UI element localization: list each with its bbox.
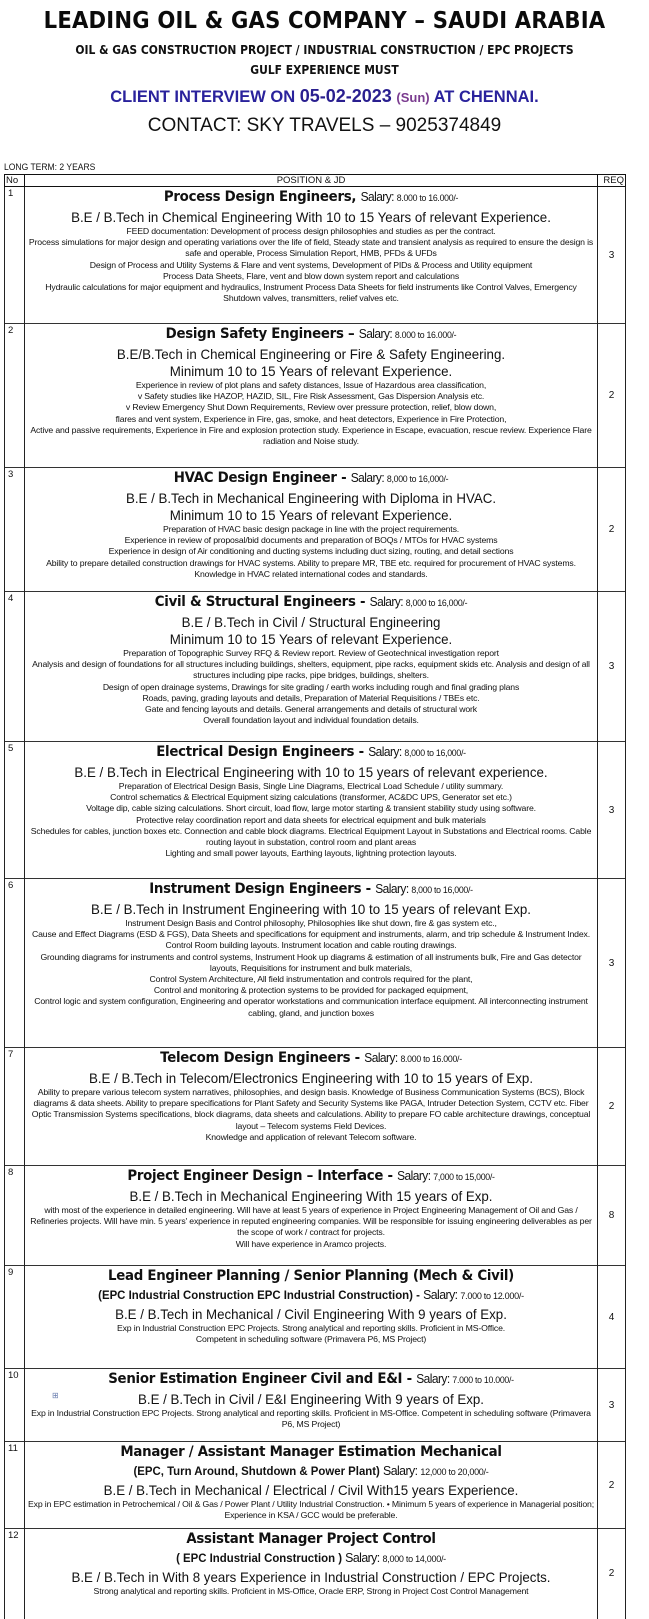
salary-amount: 7,000 to 15,000/-: [433, 1172, 495, 1183]
positions-table: [4, 174, 626, 1619]
interview-day: (Sun): [396, 90, 430, 105]
position-subtitle: (EPC, Turn Around, Shutdown & Power Plant): [133, 1464, 380, 1478]
salary-label: Salary:: [416, 1371, 450, 1386]
position-cell: [25, 879, 598, 1048]
job-description-line: Grounding diagrams for instruments and control systems, Instrument Hook up diagrams & estimation of all instruments bulk, Fire and Gas detector layouts, Requisitions for instrument and bulk materials,: [40, 951, 582, 973]
table-row: [5, 1048, 626, 1166]
position-title-line: [48, 742, 574, 764]
position-subtitle-line: [39, 1462, 582, 1482]
position-title-line: [48, 879, 574, 901]
required-count: 3: [598, 187, 626, 324]
job-description-line: Preparation of Topographic Survey RFQ & Review report. Review of Geotechnical investigation report: [123, 648, 499, 658]
position-title: Lead Engineer Planning / Senior Planning (Mech & Civil): [107, 1268, 515, 1284]
qualification: B.E/B.Tech in Chemical Engineering or Fire & Safety Engineering.: [116, 346, 506, 362]
salary-amount: 8.000 to 16.000/-: [394, 330, 457, 341]
table-row: [5, 1369, 626, 1442]
position-title: Manager / Assistant Manager Estimation Mechanical: [120, 1444, 502, 1460]
job-description-line: v Safety studies like HAZOP, HAZID, SIL, Fire Risk Assessment, Gas Dispersion Analysis etc.: [137, 391, 485, 402]
position-title: Process Design Engineers,: [163, 189, 357, 205]
job-description-line: Control schematics & Electrical Equipment sizing calculations (transformer, AC&DC UPS, Generator set etc.): [110, 792, 512, 803]
salary-label: Salary:: [423, 1287, 458, 1302]
position-cell: [25, 1442, 598, 1529]
row-number: 1: [5, 187, 25, 324]
job-description-line: Analysis and design of foundations for all structures including buildings, shelters, equipment, pipe racks, equipment skids etc. Analysis and design of all structures including pipe racks, pipe bridges, buildings, shelters.: [32, 659, 590, 681]
job-description-line: Hydraulic calculations for major equipment and hydraulics, Instrument Process Data Sheets for field instruments like Control Valves, Emergency Shutdown valves, transmitters, relief valves etc.: [45, 282, 577, 304]
salary: [351, 470, 449, 485]
qualification: B.E / B.Tech in Telecom/Electronics Engineering with 10 to 15 years of Exp.: [88, 1070, 534, 1086]
salary: [423, 1287, 524, 1302]
position-subtitle-line: [39, 1286, 582, 1306]
required-count: 3: [598, 1369, 626, 1442]
salary-amount: 8,000 to 16,000/-: [404, 748, 466, 759]
job-description-line: Gate and fencing layouts and details. General arrangements and details of structural work: [145, 704, 477, 715]
salary-amount: 8,000 to 16,000/-: [386, 474, 449, 485]
qualification: B.E / B.Tech in Instrument Engineering with 10 to 15 years of relevant Exp.: [91, 901, 531, 917]
job-description-line: Cause and Effect Diagrams (ESD & FGS), Data Sheets and specifications for equipment and instruments, alarm, and trip schedule & Instrument Index. Control Room building layouts. Instrument location and cable routing drawings.: [31, 929, 591, 951]
required-count: 2: [598, 468, 626, 592]
qualification: B.E / B.Tech in Electrical Engineering with 10 to 15 years of relevant experience.: [74, 764, 548, 780]
position-title-line: [48, 324, 574, 346]
salary-amount: 8.000 to 16.000/-: [396, 193, 459, 204]
salary: [383, 1463, 488, 1478]
salary-amount: 8,000 to 16,000/-: [411, 885, 473, 896]
row-number: 2: [5, 324, 25, 468]
table-row: [5, 324, 626, 468]
salary-label: Salary:: [369, 594, 404, 609]
qualification: Minimum 10 to 15 Years of relevant Experience.: [169, 363, 453, 379]
project-subtitle: OIL & GAS CONSTRUCTION PROJECT / INDUSTRIAL CONSTRUCTION / EPC PROJECTS: [75, 42, 574, 57]
row-number: 3: [5, 468, 25, 592]
job-description-line: Ability to prepare detailed construction drawings for HVAC systems. Ability to prepare MR, TBE etc. required for procurement of HVAC systems. Knowledge in HVAC related international codes and standards.: [46, 557, 576, 579]
position-cell: [25, 1048, 598, 1166]
requirement-line: GULF EXPERIENCE MUST: [250, 62, 399, 77]
position-cell: [25, 1529, 598, 1619]
job-description-line: flares and vent system, Experience in Fire, gas, smoke, and heat detectors, Experience in Fire Protection,: [115, 413, 507, 424]
job-description-line: Process Data Sheets, Flare, vent and blow down system report and calculations: [162, 270, 460, 281]
table-row: [5, 742, 626, 879]
job-description-line: Knowledge and application of relevant Telecom software.: [205, 1131, 417, 1142]
qualification: Minimum 10 to 15 Years of relevant Experience.: [169, 507, 453, 523]
job-description-line: with most of the experience in detailed engineering. Will have at least 5 years of experience in Project Engineering Management of Oil and Gas / Refineries projects. Will have min. 5 years' experience in reputed engineering companies. Will be responsible for issuing engineering deliverables as per the scope of work / contract for projects.: [30, 1205, 592, 1238]
salary-amount: 8,000 to 16,000/-: [405, 598, 468, 609]
required-count: 2: [598, 1048, 626, 1166]
position-cell: [25, 1266, 598, 1369]
salary-label: Salary:: [383, 1463, 418, 1478]
salary-amount: 8,000 to 14,000/-: [382, 1554, 446, 1565]
position-title: HVAC Design Engineer -: [173, 470, 347, 486]
interview-line: [0, 86, 649, 107]
contact-line: CONTACT: SKY TRAVELS – 9025374849: [147, 115, 502, 136]
job-description-line: Control System Architecture, All field instrumentation and controls required for the plant,: [149, 974, 473, 985]
position-title: Project Engineer Design – Interface -: [127, 1168, 393, 1184]
row-number: 12: [5, 1529, 25, 1619]
job-description-line: Exp in Industrial Construction EPC Projects. Strong analytical and reporting skills. Proficient in MS-Office.: [116, 1323, 506, 1333]
term-label: LONG TERM: 2 YEARS: [4, 162, 96, 173]
job-description-line: Design of open drainage systems, Drawings for site grading / earth works including rough and final grading plans: [102, 681, 520, 692]
salary-amount: 12,000 to 20,000/-: [420, 1467, 489, 1478]
job-description-line: Preparation of HVAC basic design package in line with the project requirements.: [162, 524, 460, 534]
job-description-line: Design of Process and Utility Systems & Flare and vent systems, Development of PIDs & Process and Utility equipment: [89, 259, 533, 270]
job-description-line: Active and passive requirements, Experience in Fire and explosion protection study. Experience in Escape, evacuation, rescue review. Experience Flare radiation and Noise study.: [30, 424, 592, 447]
job-description-line: Experience in design of Air conditioning and ducting systems including duct sizing, routing, and detail sections: [108, 546, 514, 557]
expand-box-icon[interactable]: ⊞: [52, 1391, 59, 1400]
required-count: 2: [598, 1442, 626, 1529]
position-title: Electrical Design Engineers -: [156, 744, 364, 760]
salary: [370, 594, 468, 609]
interview-prefix: CLIENT INTERVIEW ON: [110, 88, 296, 106]
salary-label: Salary:: [345, 1550, 380, 1565]
position-title: Senior Estimation Engineer Civil and E&I -: [108, 1371, 412, 1387]
row-number: 9: [5, 1266, 25, 1369]
salary: [368, 744, 466, 759]
row-number: 6: [5, 879, 25, 1048]
salary-label: Salary:: [350, 470, 385, 485]
job-description-line: Strong analytical and reporting skills. Proficient in MS-Office, Oracle ERP, Strong in Project Cost Control Management: [93, 1586, 529, 1596]
position-cell: [25, 468, 598, 592]
position-cell: [25, 742, 598, 879]
required-count: 8: [598, 1166, 626, 1266]
job-description-line: Instrument Design Basis and Control philosophy, Philosophies like shut down, fire & gas system etc.,: [125, 918, 497, 928]
table-row: [5, 468, 626, 592]
required-count: 3: [598, 592, 626, 742]
salary-label: Salary:: [375, 881, 409, 896]
position-subtitle-line: [39, 1549, 582, 1569]
salary-label: Salary:: [360, 189, 394, 204]
salary-label: Salary:: [397, 1168, 431, 1183]
required-count: 2: [598, 1529, 626, 1619]
interview-suffix: AT CHENNAI.: [433, 88, 539, 106]
salary-amount: 7.000 to 10.000/-: [452, 1375, 514, 1386]
position-subtitle: (EPC Industrial Construction EPC Industrial Construction) -: [98, 1288, 420, 1302]
position-cell: [25, 324, 598, 468]
column-header-no: No: [5, 175, 25, 187]
position-subtitle: ( EPC Industrial Construction ): [176, 1551, 343, 1565]
job-description-line: Experience in review of plot plans and safety distances, Issue of Hazardous area classification,: [135, 380, 487, 390]
required-count: 4: [598, 1266, 626, 1369]
qualification: B.E / B.Tech in Mechanical Engineering with Diploma in HVAC.: [125, 490, 497, 506]
salary: [345, 1550, 446, 1565]
job-description-line: Lighting and small power layouts, Earthing layouts, lightning protection layouts.: [165, 848, 457, 859]
table-row: [5, 1529, 626, 1619]
job-description-line: Control logic and system configuration, Engineering and operator workstations and communication interface equipment. All interconnecting instrument cabling, gland, and junction boxes: [34, 996, 588, 1018]
job-description-line: v Review Emergency Shut Down Requirements, Review over pressure protection, relief, blow down,: [125, 402, 497, 413]
required-count: 2: [598, 324, 626, 468]
job-description-line: Exp in EPC estimation in Petrochemical / Oil & Gas / Power Plant / Utility Industrial Construction. • Minimum 5 years of experience in Managerial position; Experience in KSA / GCC would be preferable.: [28, 1499, 594, 1521]
company-title: LEADING OIL & GAS COMPANY – SAUDI ARABIA: [43, 8, 606, 34]
position-cell: [25, 1166, 598, 1266]
table-row: [5, 1166, 626, 1266]
interview-date: 05-02-2023: [299, 86, 392, 106]
salary: [361, 189, 459, 204]
qualification: B.E / B.Tech in Civil / E&I Engineering With 9 years of Exp.: [138, 1391, 484, 1407]
job-description-line: Exp in Industrial Construction EPC Projects. Strong analytical and reporting skills. Proficient in MS-Office. Competent in scheduling software (Primavera P6, MS Project): [31, 1408, 591, 1430]
row-number: 10: [5, 1369, 25, 1442]
qualification: B.E / B.Tech in Mechanical / Civil Engineering With 9 years of Exp.: [115, 1306, 507, 1322]
qualification: B.E / B.Tech in With 8 years Experience in Industrial Construction / EPC Projects.: [71, 1569, 551, 1585]
row-number: 4: [5, 592, 25, 742]
table-row: [5, 1266, 626, 1369]
salary: [416, 1371, 514, 1386]
column-header-position: POSITION & JD: [25, 175, 598, 187]
row-number: 11: [5, 1442, 25, 1529]
position-title: Design Safety Engineers –: [165, 326, 355, 342]
job-description-line: Experience in review of proposal/bid documents and preparation of BOQs / MTOs for HVAC systems: [124, 535, 498, 546]
job-description-line: Schedules for cables, junction boxes etc. Connection and cable block diagrams. Electrical Equipment Layout in Substations and Electrical rooms. Cable routing layout in substation, control room and plant areas: [30, 825, 592, 848]
job-description-line: Process simulations for major design and operating variations over the life of field, Steady state and transient analysis as required to ensure the design is safe and operable, Process Simulation Report, HMB, PFDs & UFDs: [28, 237, 594, 259]
row-number: 8: [5, 1166, 25, 1266]
job-description-line: Voltage dip, cable sizing calculations. Short circuit, load flow, large motor starting & transient stability study using software.: [86, 803, 536, 814]
job-description-line: Competent in scheduling software (Primavera P6, MS Project): [195, 1334, 427, 1345]
job-description-line: Overall foundation layout and individual foundation details.: [203, 715, 419, 726]
table-row: [5, 592, 626, 742]
qualification: B.E / B.Tech in Mechanical / Electrical / Civil With15 years Experience.: [103, 1482, 519, 1498]
qualification: Minimum 10 to 15 Years of relevant Experience.: [169, 631, 453, 647]
position-title-line: [48, 1166, 574, 1188]
qualification: B.E / B.Tech in Chemical Engineering With 10 to 15 Years of relevant Experience.: [71, 209, 551, 225]
position-cell: [25, 187, 598, 324]
position-title-line: [48, 592, 574, 614]
salary: [375, 881, 473, 896]
required-count: 3: [598, 879, 626, 1048]
position-title-line: [48, 1048, 574, 1070]
job-description-line: FEED documentation: Development of process design philosophies and studies as per the contract.: [126, 226, 496, 236]
salary: [364, 1050, 462, 1065]
table-row: [5, 187, 626, 324]
position-cell: [25, 1369, 598, 1442]
position-cell: [25, 592, 598, 742]
job-description-line: Control and monitoring & protection systems to be provided for packaged equipment,: [153, 985, 469, 996]
job-description-line: Preparation of Electrical Design Basis, Single Line Diagrams, Electrical Load Schedule / utility summary.: [118, 781, 504, 791]
position-title: Civil & Structural Engineers -: [154, 594, 366, 610]
position-title: Assistant Manager Project Control: [186, 1531, 436, 1547]
position-title: Instrument Design Engineers -: [149, 881, 371, 897]
salary-label: Salary:: [358, 326, 393, 341]
salary-label: Salary:: [368, 744, 402, 759]
job-description-line: Will have experience in Aramco projects.: [235, 1238, 387, 1249]
job-description-line: Ability to prepare various telecom system narratives, philosophies, and design basis. Knowledge of Business Communication Systems (BCS), Block diagrams & data sheets. Ability to prepare specifications for Plant Safety and Security Systems like PAGA, Intruder Detection System, CCTV etc. Fiber Optic Transmission Systems specifications, block diagrams, data sheets and calculations. Ability to prepare FO cable architecture drawings, conceptual layout – Telecom systems Field Devices.: [31, 1087, 591, 1131]
salary-amount: 8.000 to 16.000/-: [400, 1054, 462, 1065]
position-title-line: [48, 1369, 574, 1391]
qualification: B.E / B.Tech in Civil / Structural Engineering: [181, 614, 441, 630]
position-title-line: [48, 468, 574, 490]
qualification: B.E / B.Tech in Mechanical Engineering With 15 years of Exp.: [129, 1188, 493, 1204]
job-description-line: Roads, paving, grading layouts and details, Preparation of Material Requisitions / TBEs etc.: [142, 692, 480, 703]
row-number: 7: [5, 1048, 25, 1166]
required-count: 3: [598, 742, 626, 879]
position-title-line: [48, 187, 574, 209]
salary-label: Salary:: [364, 1050, 398, 1065]
salary: [359, 326, 457, 341]
position-title: Telecom Design Engineers -: [160, 1050, 360, 1066]
salary: [397, 1168, 495, 1183]
row-number: 5: [5, 742, 25, 879]
job-description-line: Protective relay coordination report and data sheets for electrical equipment and bulk materials: [136, 814, 486, 825]
table-row: [5, 879, 626, 1048]
table-row: [5, 1442, 626, 1529]
salary-amount: 7.000 to 12.000/-: [460, 1291, 524, 1302]
column-header-req: REQ: [598, 175, 626, 187]
